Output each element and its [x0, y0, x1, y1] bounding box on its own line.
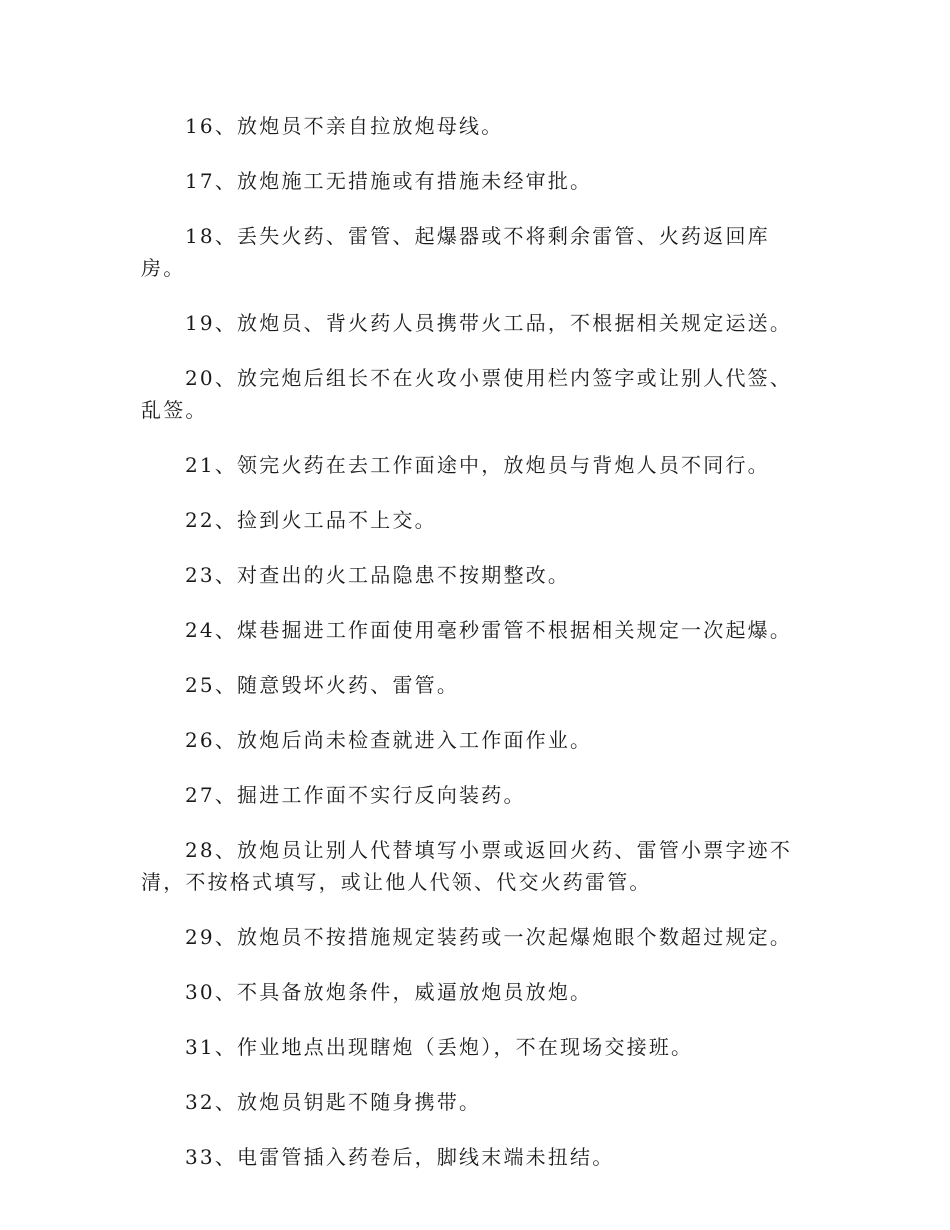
list-item: 25、随意毁坏火药、雷管。 — [185, 673, 460, 697]
list-item: 30、不具备放炮条件，威逼放炮员放炮。 — [185, 980, 593, 1004]
document-body — [141, 110, 806, 1196]
list-item: 23、对查出的火工品隐患不按期整改。 — [185, 563, 571, 587]
list-item: 26、放炮后尚未检查就进入工作面作业。 — [185, 728, 593, 752]
list-item: 27、掘进工作面不实行反向装药。 — [185, 783, 526, 807]
list-item: 33、电雷管插入药卷后，脚线末端未扭结。 — [185, 1145, 615, 1169]
list-item: 24、煤巷掘进工作面使用毫秒雷管不根据相关规定一次起爆。 — [185, 618, 793, 642]
list-item: 21、领完火药在去工作面途中，放炮员与背炮人员不同行。 — [185, 453, 770, 477]
list-item: 17、放炮施工无措施或有措施未经审批。 — [185, 169, 593, 193]
list-item: 31、作业地点出现瞎炮（丢炮），不在现场交接班。 — [185, 1035, 694, 1059]
list-item: 29、放炮员不按措施规定装药或一次起爆炮眼个数超过规定。 — [185, 925, 793, 949]
list-item: 22、捡到火工品不上交。 — [185, 508, 437, 532]
list-item: 19、放炮员、背火药人员携带火工品，不根据相关规定运送。 — [185, 311, 793, 335]
list-item: 20、放完炮后组长不在火攻小票使用栏内签字或让别人代签、乱签。 — [141, 366, 793, 422]
list-item: 28、放炮员让别人代替填写小票或返回火药、雷管小票字迹不清，不按格式填写，或让他人代领、代交火药雷管。 — [141, 838, 793, 894]
list-item: 18、丢失火药、雷管、起爆器或不将剩余雷管、火药返回库房。 — [141, 224, 770, 280]
list-item: 16、放炮员不亲自拉放炮母线。 — [185, 114, 504, 138]
list-item: 32、放炮员钥匙不随身携带。 — [185, 1090, 482, 1114]
